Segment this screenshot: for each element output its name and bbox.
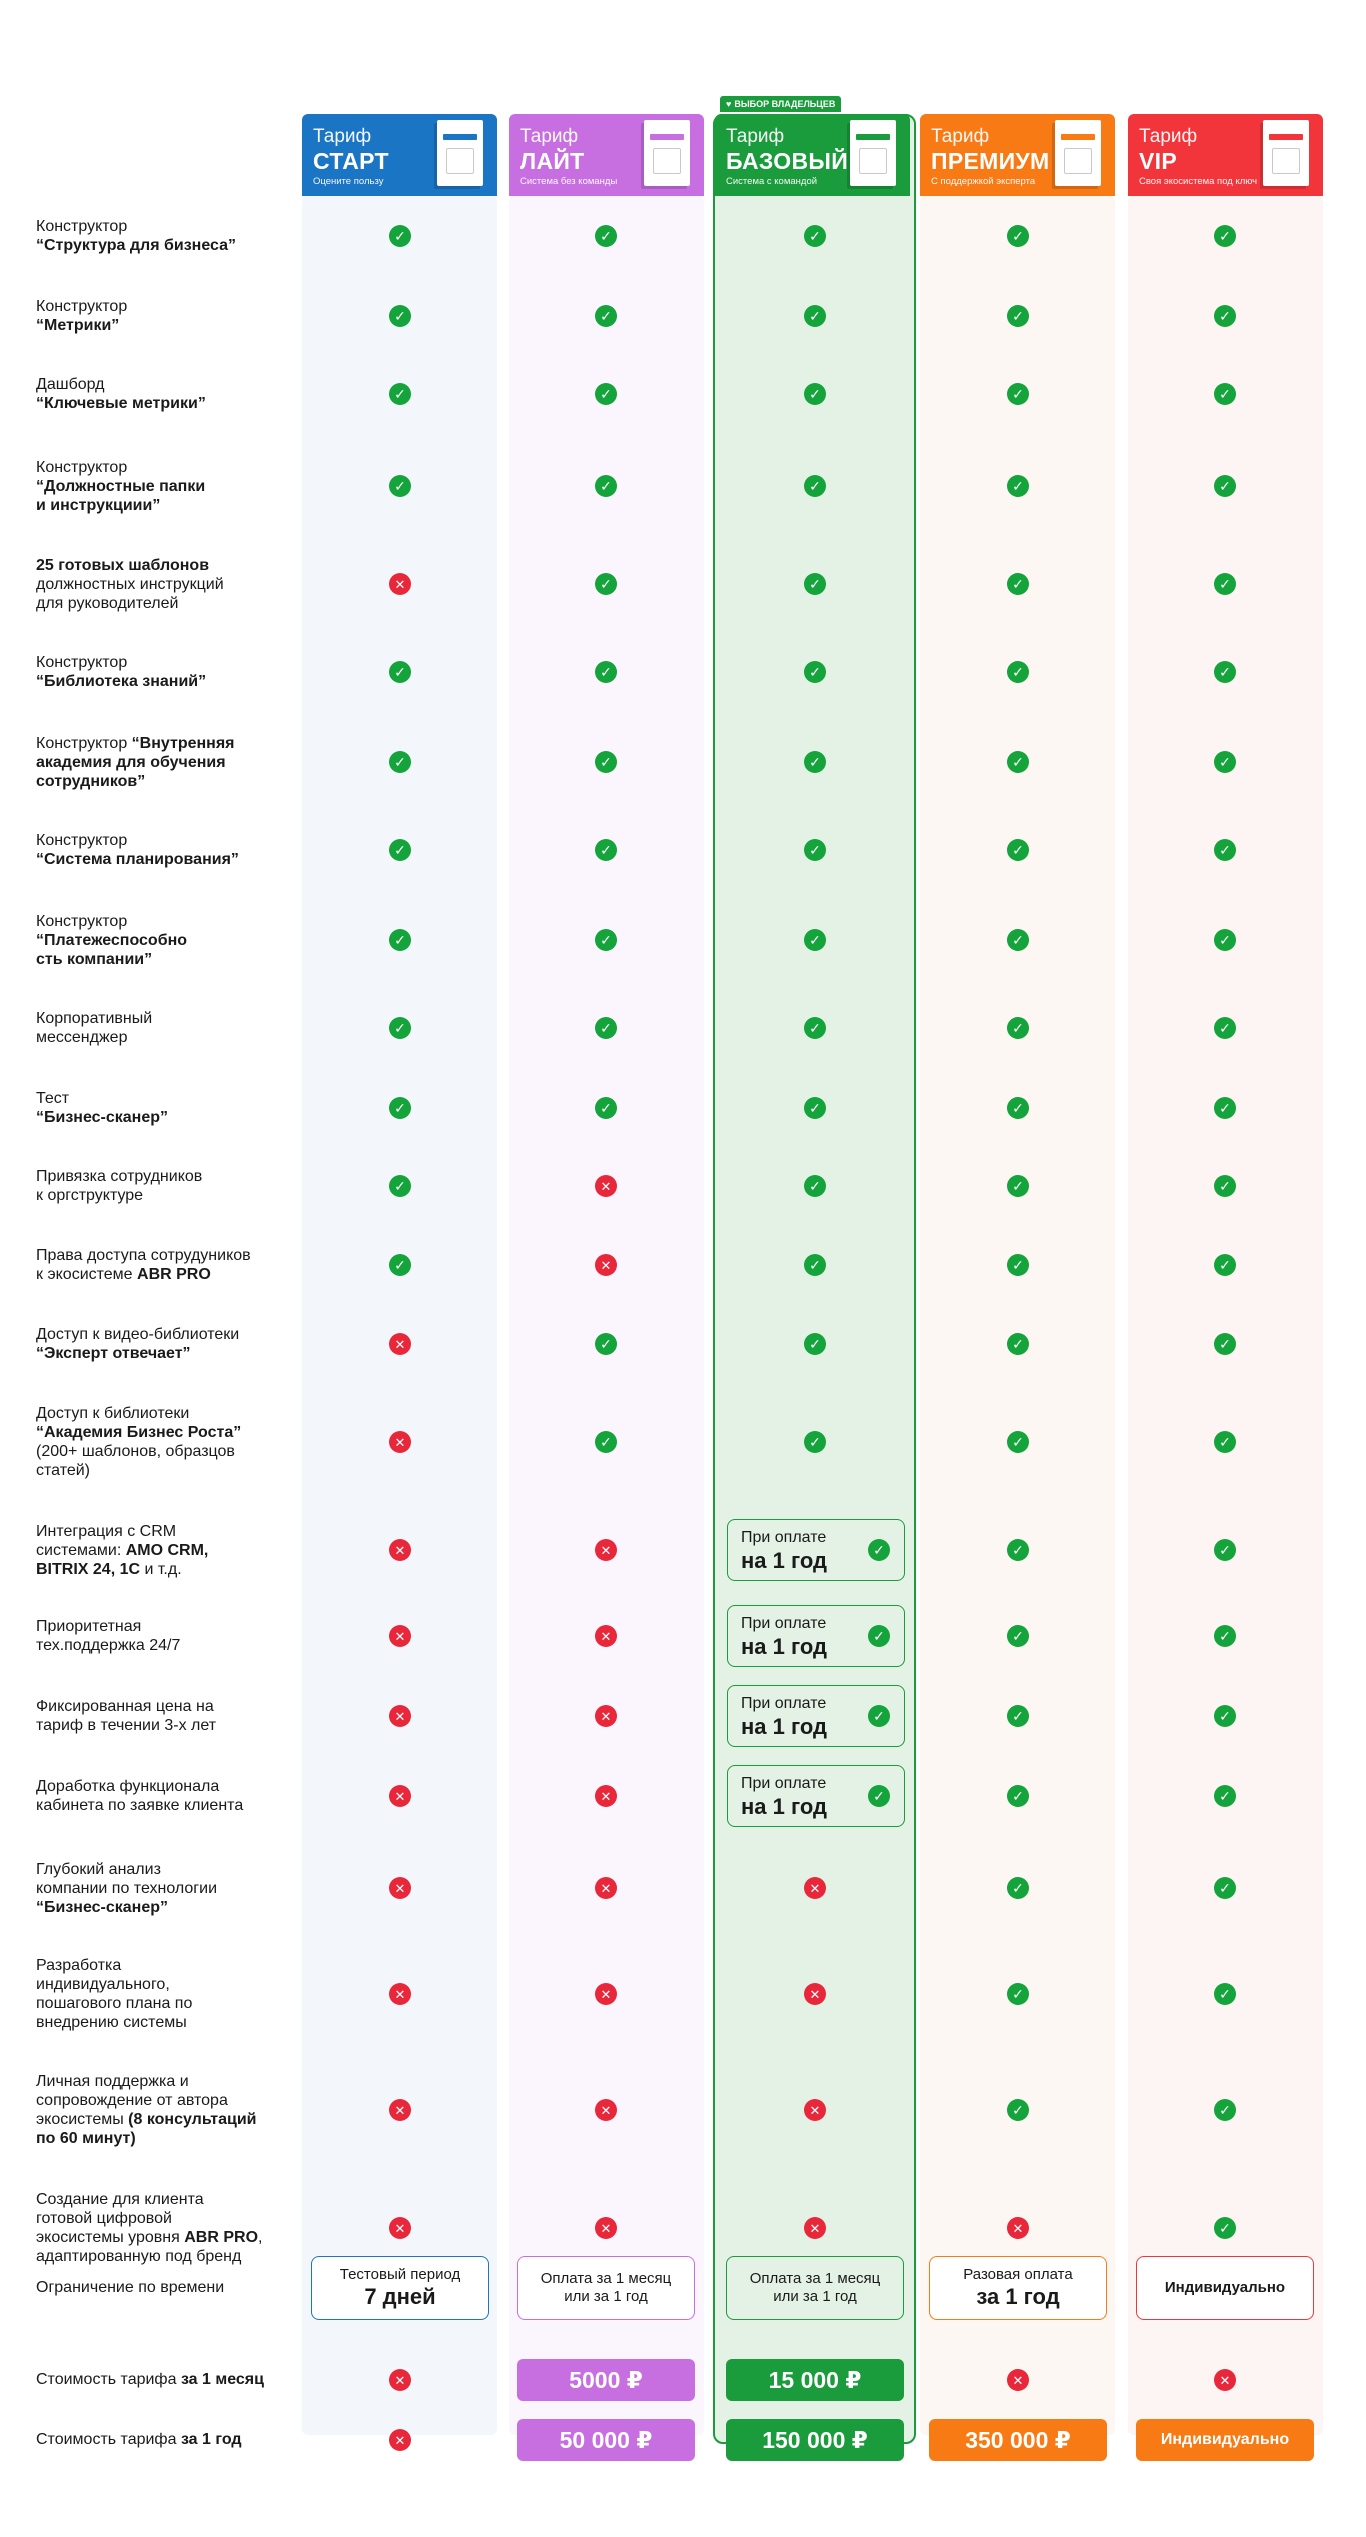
feature-label: Конструктор “Система планирования” (36, 832, 239, 868)
tariff-name: СТАРТ (313, 148, 389, 174)
tariff-prefix: Тариф (313, 126, 372, 147)
check-circle-icon: ✓ (804, 1097, 826, 1119)
cross-circle-icon: ✕ (595, 1175, 617, 1197)
check-circle-icon: ✓ (1214, 1097, 1236, 1119)
tariff-card-vip (1128, 114, 1323, 196)
annual-payment-badge (727, 1685, 905, 1747)
cross-circle-icon: ✕ (595, 1705, 617, 1727)
check-circle-icon: ✓ (804, 1175, 826, 1197)
heart-icon: ♥ (726, 99, 732, 109)
owner-choice-badge (720, 96, 841, 112)
check-circle-icon: ✓ (595, 475, 617, 497)
feature-label: Конструктор “Библиотека знаний” (36, 654, 207, 690)
check-circle-icon: ✓ (804, 929, 826, 951)
cross-circle-icon: ✕ (1007, 2217, 1029, 2239)
check-circle-icon: ✓ (1007, 661, 1029, 683)
monthly-price-button[interactable]: 5000 ₽ (517, 2359, 695, 2401)
feature-label: Конструктор “Внутренняя академия для обучения сотрудников” (36, 734, 235, 790)
check-circle-icon: ✓ (389, 1175, 411, 1197)
box-document-icon (446, 148, 474, 174)
check-circle-icon: ✓ (804, 839, 826, 861)
check-circle-icon: ✓ (595, 839, 617, 861)
check-circle-icon: ✓ (868, 1785, 890, 1807)
tariff-prefix: Тариф (1139, 126, 1198, 147)
check-circle-icon: ✓ (804, 1254, 826, 1276)
check-circle-icon: ✓ (389, 383, 411, 405)
cross-circle-icon: ✕ (389, 2369, 411, 2391)
check-circle-icon: ✓ (1007, 225, 1029, 247)
time-limit-value: 7 дней (364, 2284, 436, 2309)
annual-line2: на 1 год (741, 1548, 827, 1573)
box-stripe (443, 134, 477, 140)
check-circle-icon: ✓ (804, 1431, 826, 1453)
cross-circle-icon: ✕ (804, 1877, 826, 1899)
tariff-card-start (302, 114, 497, 196)
time-limit-value: Индивидуально (1164, 2279, 1286, 2296)
check-circle-icon: ✓ (1214, 383, 1236, 405)
time-limit-box (517, 2256, 695, 2320)
check-circle-icon: ✓ (868, 1539, 890, 1561)
tariff-subtitle: Система с командой (726, 176, 818, 187)
check-circle-icon: ✓ (1214, 1877, 1236, 1899)
check-circle-icon: ✓ (868, 1705, 890, 1727)
check-circle-icon: ✓ (1007, 1877, 1029, 1899)
box-stripe (650, 134, 684, 140)
check-circle-icon: ✓ (804, 475, 826, 497)
check-circle-icon: ✓ (1214, 1431, 1236, 1453)
box-document-icon (1272, 148, 1300, 174)
check-circle-icon: ✓ (1214, 929, 1236, 951)
check-circle-icon: ✓ (1214, 1983, 1236, 2005)
cross-circle-icon: ✕ (595, 2099, 617, 2121)
annual-line1: При оплате (741, 1775, 827, 1792)
feature-label: 25 готовых шаблонов должностных инструкций для руководителей (36, 556, 224, 612)
check-circle-icon: ✓ (1007, 1333, 1029, 1355)
check-circle-icon: ✓ (389, 475, 411, 497)
cross-circle-icon: ✕ (804, 1983, 826, 2005)
yearly-price-button[interactable]: Индивидуально (1136, 2419, 1314, 2461)
check-circle-icon: ✓ (1214, 305, 1236, 327)
feature-label: Разработка индивидуального, пошагового плана по внедрению системы (36, 1957, 193, 2031)
box-document-icon (1064, 148, 1092, 174)
box-stripe (856, 134, 890, 140)
time-limit-label: Ограничение по времени (36, 2279, 225, 2296)
product-box-image (1263, 120, 1309, 186)
time-limit-text: Тестовый период (339, 2266, 461, 2283)
cross-circle-icon: ✕ (389, 1983, 411, 2005)
check-circle-icon: ✓ (1214, 1333, 1236, 1355)
time-limit-text: или за 1 год (773, 2288, 857, 2305)
yearly-price-button[interactable]: 50 000 ₽ (517, 2419, 695, 2461)
check-circle-icon: ✓ (595, 383, 617, 405)
check-circle-icon: ✓ (595, 751, 617, 773)
check-circle-icon: ✓ (1214, 1625, 1236, 1647)
check-circle-icon: ✓ (1007, 2099, 1029, 2121)
annual-payment-badge (727, 1519, 905, 1581)
annual-line2: на 1 год (741, 1714, 827, 1739)
check-circle-icon: ✓ (1007, 1431, 1029, 1453)
check-circle-icon: ✓ (1007, 1097, 1029, 1119)
check-circle-icon: ✓ (1007, 1175, 1029, 1197)
monthly-price-button[interactable]: 15 000 ₽ (726, 2359, 904, 2401)
check-circle-icon: ✓ (1214, 1017, 1236, 1039)
feature-label: Интеграция с CRM системами: AMO CRM, BITRIX 24, 1C и т.д. (36, 1522, 209, 1578)
tariff-prefix: Тариф (726, 126, 785, 147)
check-circle-icon: ✓ (595, 1017, 617, 1039)
check-circle-icon: ✓ (1007, 1017, 1029, 1039)
check-circle-icon: ✓ (595, 573, 617, 595)
check-circle-icon: ✓ (1214, 2099, 1236, 2121)
tariff-subtitle: Оцените пользу (313, 176, 384, 187)
check-circle-icon: ✓ (1007, 1539, 1029, 1561)
feature-label: Глубокий анализ компании по технологии “Бизнес-сканер” (36, 1860, 218, 1916)
check-circle-icon: ✓ (1007, 1705, 1029, 1727)
check-circle-icon: ✓ (1214, 1175, 1236, 1197)
cross-circle-icon: ✕ (804, 2217, 826, 2239)
check-circle-icon: ✓ (1007, 839, 1029, 861)
cross-circle-icon: ✕ (389, 573, 411, 595)
check-circle-icon: ✓ (389, 1097, 411, 1119)
cross-circle-icon: ✕ (389, 1431, 411, 1453)
time-limit-text: Оплата за 1 месяц (540, 2270, 672, 2287)
cross-circle-icon: ✕ (389, 1785, 411, 1807)
check-circle-icon: ✓ (1214, 751, 1236, 773)
check-circle-icon: ✓ (389, 929, 411, 951)
check-circle-icon: ✓ (1214, 2217, 1236, 2239)
check-circle-icon: ✓ (1007, 573, 1029, 595)
check-circle-icon: ✓ (389, 839, 411, 861)
tariff-card-base (715, 114, 910, 196)
time-limit-value: за 1 год (976, 2284, 1060, 2309)
check-circle-icon: ✓ (1007, 305, 1029, 327)
cross-circle-icon: ✕ (595, 1785, 617, 1807)
check-circle-icon: ✓ (1007, 929, 1029, 951)
cross-circle-icon: ✕ (389, 2099, 411, 2121)
product-box-image (1055, 120, 1101, 186)
check-circle-icon: ✓ (1214, 1705, 1236, 1727)
check-circle-icon: ✓ (804, 383, 826, 405)
feature-label: Конструктор “Платежеспособно сть компании” (36, 912, 188, 968)
check-circle-icon: ✓ (1214, 573, 1236, 595)
column-base-background (713, 114, 916, 2444)
tariff-prefix: Тариф (931, 126, 990, 147)
box-document-icon (859, 148, 887, 174)
check-circle-icon: ✓ (804, 305, 826, 327)
tariff-card-premium (920, 114, 1115, 196)
feature-label: Конструктор “Должностные папки и инструкциии” (36, 458, 206, 514)
feature-label: Привязка сотрудников к оргструктуре (36, 1168, 203, 1204)
box-document-icon (653, 148, 681, 174)
check-circle-icon: ✓ (868, 1625, 890, 1647)
tariff-prefix: Тариф (520, 126, 579, 147)
check-circle-icon: ✓ (595, 661, 617, 683)
check-circle-icon: ✓ (389, 661, 411, 683)
product-box-image (437, 120, 483, 186)
check-circle-icon: ✓ (389, 225, 411, 247)
time-limit-box (1136, 2256, 1314, 2320)
feature-label: Приоритетная тех.поддержка 24/7 (36, 1618, 181, 1654)
time-limit-text: Разовая оплата (963, 2266, 1073, 2283)
time-limit-text: или за 1 год (564, 2288, 648, 2305)
tariff-name: ЛАЙТ (520, 148, 585, 174)
feature-label: Личная поддержка и сопровождение от автора экосистемы (8 консультаций по 60 минут) (36, 2073, 257, 2147)
feature-label: Тест “Бизнес-сканер” (36, 1090, 169, 1126)
annual-line1: При оплате (741, 1695, 827, 1712)
check-circle-icon: ✓ (804, 1333, 826, 1355)
feature-label: Доступ к библиотеки “Академия Бизнес Роста” (200+ шаблонов, образцов статей) (36, 1405, 242, 1479)
check-circle-icon: ✓ (595, 305, 617, 327)
feature-label: Фиксированная цена на тариф в течении 3-х лет (36, 1698, 217, 1734)
check-circle-icon: ✓ (389, 1254, 411, 1276)
check-circle-icon: ✓ (804, 1017, 826, 1039)
feature-label: Дашборд “Ключевые метрики” (36, 376, 206, 412)
check-circle-icon: ✓ (595, 929, 617, 951)
check-circle-icon: ✓ (1214, 1785, 1236, 1807)
annual-line1: При оплате (741, 1529, 827, 1546)
check-circle-icon: ✓ (595, 1333, 617, 1355)
product-box-image (644, 120, 690, 186)
check-circle-icon: ✓ (804, 661, 826, 683)
check-circle-icon: ✓ (1214, 475, 1236, 497)
tariff-subtitle: Система без команды (520, 176, 618, 187)
annual-payment-badge (727, 1765, 905, 1827)
feature-label: Создание для клиента готовой цифровой экосистемы уровня ABR PRO, адаптированную под бренд (36, 2191, 263, 2265)
time-limit-box (726, 2256, 904, 2320)
check-circle-icon: ✓ (1007, 1254, 1029, 1276)
tariff-card-lite (509, 114, 704, 196)
time-limit-box (311, 2256, 489, 2320)
yearly-price-button[interactable]: 150 000 ₽ (726, 2419, 904, 2461)
cross-circle-icon: ✕ (389, 2429, 411, 2451)
annual-payment-badge (727, 1605, 905, 1667)
check-circle-icon: ✓ (1214, 1254, 1236, 1276)
cross-circle-icon: ✕ (389, 1705, 411, 1727)
tariff-subtitle: Своя экосистема под ключ (1139, 176, 1258, 187)
time-limit-text: Оплата за 1 месяц (749, 2270, 881, 2287)
check-circle-icon: ✓ (595, 225, 617, 247)
cross-circle-icon: ✕ (389, 1539, 411, 1561)
tariff-subtitle: С поддержкой эксперта (931, 176, 1036, 187)
check-circle-icon: ✓ (1007, 383, 1029, 405)
annual-line2: на 1 год (741, 1634, 827, 1659)
check-circle-icon: ✓ (1007, 751, 1029, 773)
box-stripe (1269, 134, 1303, 140)
check-circle-icon: ✓ (804, 225, 826, 247)
check-circle-icon: ✓ (1214, 839, 1236, 861)
feature-label: Корпоративный мессенджер (36, 1010, 153, 1046)
feature-label: Конструктор “Метрики” (36, 298, 128, 334)
time-limit-box (929, 2256, 1107, 2320)
cross-circle-icon: ✕ (595, 1254, 617, 1276)
tariff-name: VIP (1139, 148, 1177, 174)
cross-circle-icon: ✕ (389, 2217, 411, 2239)
cross-circle-icon: ✕ (389, 1625, 411, 1647)
feature-label: Права доступа сотрудуников к экосистеме ABR PRO (36, 1247, 251, 1283)
product-box-image (850, 120, 896, 186)
feature-label: Доступ к видео-библиотеки “Эксперт отвечает” (36, 1326, 240, 1362)
cross-circle-icon: ✕ (1214, 2369, 1236, 2391)
feature-label: Конструктор “Структура для бизнеса” (36, 218, 237, 254)
check-circle-icon: ✓ (1214, 1539, 1236, 1561)
tariff-name: БАЗОВЫЙ (726, 148, 849, 174)
monthly-label: Стоимость тарифа за 1 месяц (36, 2371, 264, 2388)
cross-circle-icon: ✕ (804, 2099, 826, 2121)
cross-circle-icon: ✕ (389, 1333, 411, 1355)
check-circle-icon: ✓ (804, 751, 826, 773)
check-circle-icon: ✓ (1214, 225, 1236, 247)
cross-circle-icon: ✕ (595, 1877, 617, 1899)
check-circle-icon: ✓ (389, 1017, 411, 1039)
check-circle-icon: ✓ (595, 1097, 617, 1119)
check-circle-icon: ✓ (389, 305, 411, 327)
cross-circle-icon: ✕ (1007, 2369, 1029, 2391)
feature-label: Доработка функционала кабинета по заявке клиента (36, 1778, 244, 1814)
cross-circle-icon: ✕ (595, 2217, 617, 2239)
annual-line1: При оплате (741, 1615, 827, 1632)
check-circle-icon: ✓ (804, 573, 826, 595)
check-circle-icon: ✓ (595, 1431, 617, 1453)
check-circle-icon: ✓ (1007, 475, 1029, 497)
owner-choice-label: ВЫБОР ВЛАДЕЛЬЦЕВ (734, 99, 836, 109)
cross-circle-icon: ✕ (389, 1877, 411, 1899)
yearly-label: Стоимость тарифа за 1 год (36, 2431, 242, 2448)
cross-circle-icon: ✕ (595, 1983, 617, 2005)
tariff-name: ПРЕМИУМ (931, 148, 1050, 174)
cross-circle-icon: ✕ (595, 1625, 617, 1647)
check-circle-icon: ✓ (1007, 1785, 1029, 1807)
cross-circle-icon: ✕ (595, 1539, 617, 1561)
check-circle-icon: ✓ (389, 751, 411, 773)
annual-line2: на 1 год (741, 1794, 827, 1819)
box-stripe (1061, 134, 1095, 140)
check-circle-icon: ✓ (1214, 661, 1236, 683)
check-circle-icon: ✓ (1007, 1983, 1029, 2005)
yearly-price-button[interactable]: 350 000 ₽ (929, 2419, 1107, 2461)
check-circle-icon: ✓ (1007, 1625, 1029, 1647)
